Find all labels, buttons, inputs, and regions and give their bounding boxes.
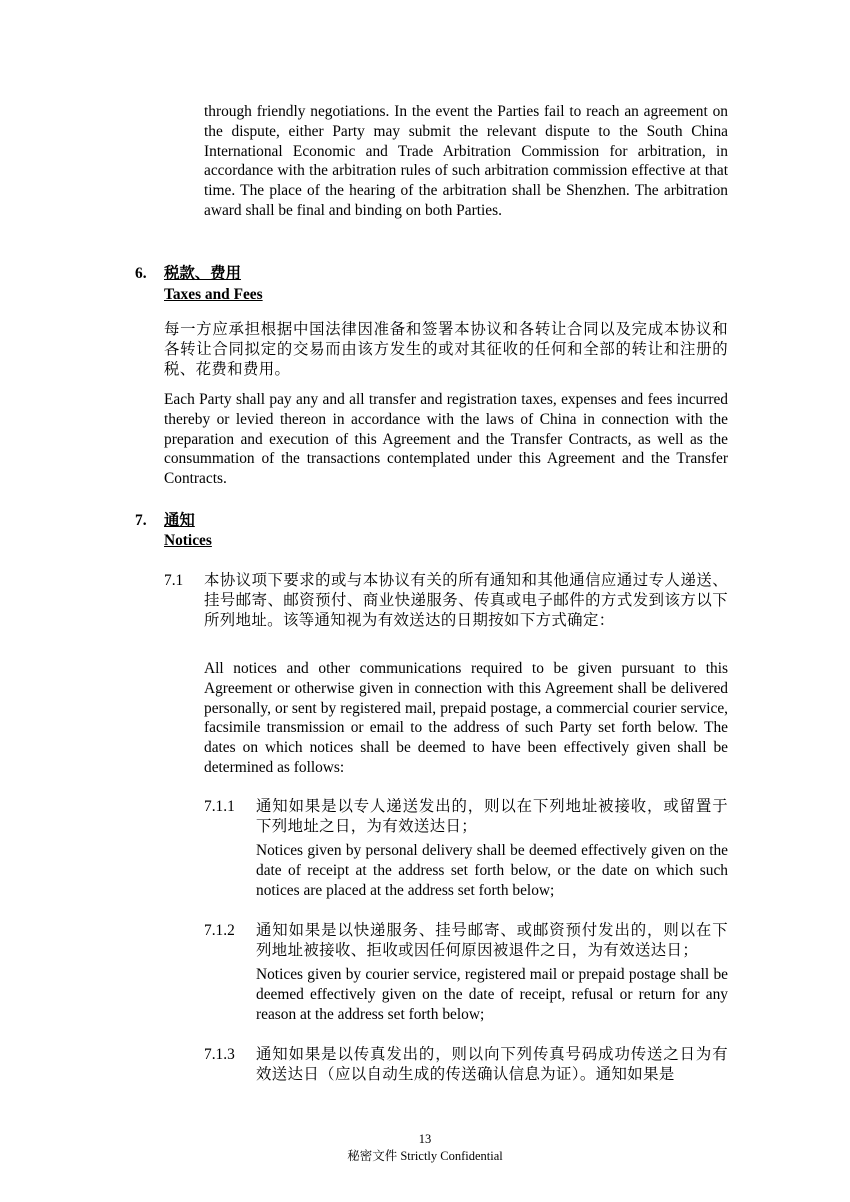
clause-7-1-1-body-zh: 通知如果是以专人递送发出的，则以在下列地址被接收，或留置于下列地址之日，为有效送达日；: [256, 798, 728, 835]
page-number: 13: [418, 1132, 432, 1146]
continuation-paragraph: through friendly negotiations. In the event the Parties fail to reach an agreement on the dispute, either Party may submit the relevant dispute to the South China International Economic and Trade Arbitration Commission for arbitration, in accordance with the arbitration rules of such arbitration commission effective at that time. The place of the hearing of the arbitration shall be Shenzhen. The arbitration award shall be final and binding on both Parties.: [204, 103, 728, 219]
section-6-body-zh: 每一方应承担根据中国法律因准备和签署本协议和各转让合同以及完成本协议和各转让合同拟定的交易而由该方发生的或对其征收的任何和全部的转让和注册的税、花费和费用。: [164, 321, 728, 378]
section-7-title-zh: 通知: [164, 512, 195, 529]
section-6-body-en: Each Party shall pay any and all transfer and registration taxes, expenses and fees incurred thereby or levied thereon in accordance with the laws of China in connection with the preparation and execution of this Agreement and the Transfer Contracts, as well as the consummation of the transactions contemplated under this Agreement and the Transfer Contracts.: [164, 391, 728, 488]
clause-7-1-body-zh: 本协议项下要求的或与本协议有关的所有通知和其他通信应通过专人递送、挂号邮寄、邮资预付、商业快递服务、传真或电子邮件的方式发到该方以下所列地址。该等通知视为有效送达的日期按如下方式确定：: [204, 572, 728, 629]
section-6-title-zh: 税款、费用: [164, 265, 241, 282]
section-6-number: 6.: [135, 265, 147, 282]
confidential-footer: 秘密文件 Strictly Confidential: [347, 1149, 503, 1163]
clause-7-1-2-body-en: Notices given by courier service, registered mail or prepaid postage shall be deemed effectively given on the date of receipt, refusal or return for any reason at the address set forth below;: [256, 966, 728, 1023]
clause-7-1-2-number: 7.1.2: [204, 922, 235, 939]
clause-7-1-3-number: 7.1.3: [204, 1046, 235, 1063]
clause-7-1-number: 7.1: [164, 572, 184, 589]
clause-7-1-1-number: 7.1.1: [204, 798, 235, 815]
section-6-title-en: Taxes and Fees: [164, 286, 263, 303]
clause-7-1-body-en: All notices and other communications required to be given pursuant to this Agreement or otherwise given in connection with this Agreement shall be delivered personally, or sent by registered mail, prepaid postage, a commercial courier service, facsimile transmission or email to the address of such Party set forth below. The dates on which notices shall be deemed to have been effectively given shall be determined as follows:: [204, 660, 728, 776]
clause-7-1-1-body-en: Notices given by personal delivery shall be deemed effectively given on the date of receipt at the address set forth below, or the date on which such notices are placed at the address set forth below;: [256, 842, 728, 899]
section-7-title-en: Notices: [164, 532, 212, 549]
section-7-number: 7.: [135, 512, 147, 529]
clause-7-1-3-body-zh: 通知如果是以传真发出的，则以向下列传真号码成功传送之日为有效送达日（应以自动生成的传送确认信息为证）。通知如果是: [256, 1046, 728, 1083]
clause-7-1-2-body-zh: 通知如果是以快递服务、挂号邮寄、或邮资预付发出的，则以在下列地址被接收、拒收或因任何原因被退件之日，为有效送达日；: [256, 922, 728, 959]
